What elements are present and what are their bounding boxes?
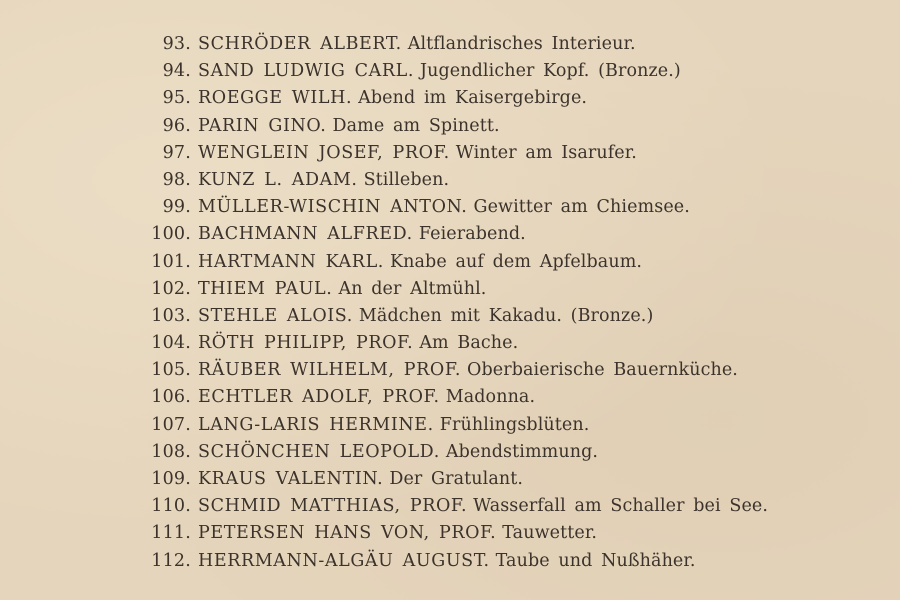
- list-item: [130, 466, 768, 493]
- list-item: [130, 85, 768, 112]
- entry-number: 104.: [151, 333, 191, 354]
- list-item: [130, 439, 768, 466]
- entry-artist: STEHLE ALOIS.: [198, 305, 353, 326]
- entry-title: Altflandrisches Interieur.: [407, 34, 636, 54]
- entry-artist: PARIN GINO.: [198, 115, 327, 136]
- entry-number: 93.: [162, 34, 191, 54]
- entry-title: Jugendlicher Kopf. (Bronze.): [420, 61, 681, 82]
- entry-number: 99.: [162, 197, 191, 218]
- entry-title: Am Bache.: [419, 333, 519, 354]
- entry-title: Abend im Kaisergebirge.: [358, 88, 588, 109]
- list-item: [130, 194, 768, 221]
- entry-number: 98.: [162, 169, 191, 190]
- entry-number: 96.: [162, 115, 191, 136]
- list-item: [130, 276, 768, 303]
- entry-title: Madonna.: [445, 387, 536, 408]
- list-item: [130, 330, 768, 357]
- entry-artist: SCHMID MATTHIAS, PROF.: [198, 496, 468, 517]
- entry-title: Stilleben.: [363, 169, 450, 190]
- entry-number: 103.: [151, 305, 191, 326]
- entry-title: Taube und Nußhäher.: [495, 550, 696, 571]
- entry-number: 94.: [162, 61, 191, 82]
- entry-artist: SCHRÖDER ALBERT.: [198, 34, 402, 54]
- list-item: [130, 140, 768, 167]
- entry-title: Wasserfall am Schaller bei See.: [473, 496, 769, 517]
- list-item: [130, 167, 768, 194]
- list-item: [130, 357, 768, 384]
- list-item: [130, 384, 768, 411]
- entry-number: 95.: [162, 88, 191, 109]
- entry-artist: RÄUBER WILHELM, PROF.: [198, 360, 462, 381]
- entry-title: Tauwetter.: [502, 523, 598, 544]
- entry-number: 101.: [151, 251, 191, 272]
- list-item: [130, 303, 768, 330]
- list-item: [130, 548, 768, 575]
- entry-number: 100.: [151, 224, 191, 245]
- entry-artist: RÖTH PHILIPP, PROF.: [198, 333, 414, 354]
- list-item: [130, 221, 768, 248]
- entry-artist: KUNZ L. ADAM.: [198, 169, 358, 190]
- entry-artist: PETERSEN HANS VON, PROF.: [198, 523, 497, 544]
- entry-artist: MÜLLER-WISCHIN ANTON.: [198, 197, 468, 218]
- entry-artist: SAND LUDWIG CARL.: [198, 61, 415, 82]
- entry-artist: WENGLEIN JOSEF, PROF.: [198, 142, 450, 163]
- entry-artist: KRAUS VALENTIN.: [198, 469, 384, 489]
- entry-artist: LANG-LARIS HERMINE.: [198, 414, 434, 435]
- entry-artist: HARTMANN KARL.: [198, 251, 384, 272]
- entry-number: 110.: [151, 496, 191, 517]
- entry-artist: BACHMANN ALFRED.: [198, 224, 413, 245]
- entry-artist: SCHÖNCHEN LEOPOLD.: [198, 441, 440, 462]
- entry-title: Der Gratulant.: [389, 469, 524, 489]
- entry-title: Frühlingsblüten.: [439, 414, 590, 435]
- entry-title: Abendstimmung.: [445, 441, 599, 462]
- entry-artist: ROEGGE WILH.: [198, 88, 353, 109]
- list-item: [130, 249, 768, 276]
- entry-title: Oberbaierische Bauernküche.: [467, 360, 738, 381]
- entry-number: 111.: [151, 523, 191, 544]
- list-item: [130, 493, 768, 520]
- entry-number: 107.: [151, 414, 191, 435]
- list-item: [130, 58, 768, 85]
- entry-number: 112.: [151, 550, 191, 571]
- entry-number: 106.: [151, 387, 191, 408]
- entry-number: 109.: [151, 469, 191, 489]
- entry-title: Mädchen mit Kakadu. (Bronze.): [358, 305, 654, 326]
- list-item: [130, 113, 768, 140]
- list-item: [130, 520, 768, 547]
- entry-title: An der Altmühl.: [338, 278, 487, 299]
- entry-title: Winter am Isarufer.: [455, 142, 637, 163]
- entry-title: Gewitter am Chiemsee.: [473, 197, 690, 218]
- entry-artist: HERRMANN-ALGÄU AUGUST.: [198, 550, 490, 571]
- entry-number: 97.: [162, 142, 191, 163]
- entry-artist: ECHTLER ADOLF, PROF.: [198, 387, 440, 408]
- entry-title: Feierabend.: [418, 224, 526, 245]
- entry-artist: THIEM PAUL.: [198, 278, 333, 299]
- entry-title: Knabe auf dem Apfelbaum.: [389, 251, 643, 272]
- entry-title: Dame am Spinett.: [332, 115, 500, 136]
- list-item: [130, 412, 768, 439]
- list-item: [130, 31, 768, 58]
- entry-number: 108.: [151, 441, 191, 462]
- artwork-list: [130, 31, 768, 575]
- entry-number: 105.: [151, 360, 191, 381]
- entry-number: 102.: [151, 278, 191, 299]
